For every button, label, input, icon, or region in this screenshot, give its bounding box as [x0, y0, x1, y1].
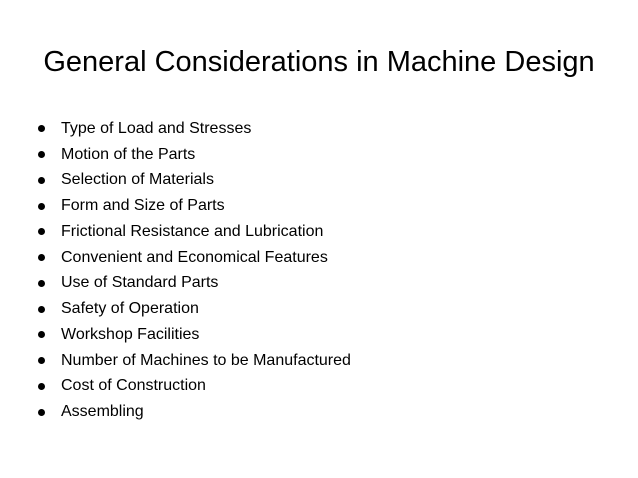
bullet-item: [38, 219, 351, 245]
bullet-text: Selection of Materials: [61, 171, 214, 189]
bullet-icon: [38, 228, 45, 235]
bullet-text: Motion of the Parts: [61, 145, 196, 163]
bullet-icon: [38, 331, 45, 338]
bullet-icon: [38, 306, 45, 313]
slide-title: General Considerations in Machine Design: [43, 46, 595, 78]
bullet-text: Use of Standard Parts: [61, 274, 219, 292]
bullet-item: [38, 193, 351, 219]
bullet-text: Form and Size of Parts: [61, 197, 225, 215]
bullet-icon: [38, 409, 45, 416]
bullet-text: Type of Load and Stresses: [61, 119, 252, 137]
bullet-item: [38, 271, 351, 297]
bullet-icon: [38, 151, 45, 158]
bullet-text: Workshop Facilities: [61, 325, 200, 343]
bullet-icon: [38, 203, 45, 210]
bullet-text: Cost of Construction: [61, 377, 206, 395]
bullet-icon: [38, 177, 45, 184]
bullet-item: [38, 322, 351, 348]
bullet-text: Assembling: [61, 403, 144, 421]
bullet-text: Frictional Resistance and Lubrication: [61, 222, 324, 240]
bullet-icon: [38, 125, 45, 132]
bullet-icon: [38, 357, 45, 364]
bullet-item: [38, 245, 351, 271]
bullet-item: [38, 399, 351, 425]
bullet-icon: [38, 280, 45, 287]
bullet-text: Convenient and Economical Features: [61, 248, 328, 266]
bullet-item: [38, 142, 351, 168]
bullet-list: [38, 116, 351, 425]
bullet-text: Safety of Operation: [61, 300, 199, 318]
bullet-item: [38, 296, 351, 322]
bullet-icon: [38, 383, 45, 390]
bullet-icon: [38, 254, 45, 261]
bullet-item: [38, 116, 351, 142]
bullet-item: [38, 348, 351, 374]
bullet-item: [38, 374, 351, 400]
bullet-item: [38, 168, 351, 194]
bullet-text: Number of Machines to be Manufactured: [61, 351, 351, 369]
